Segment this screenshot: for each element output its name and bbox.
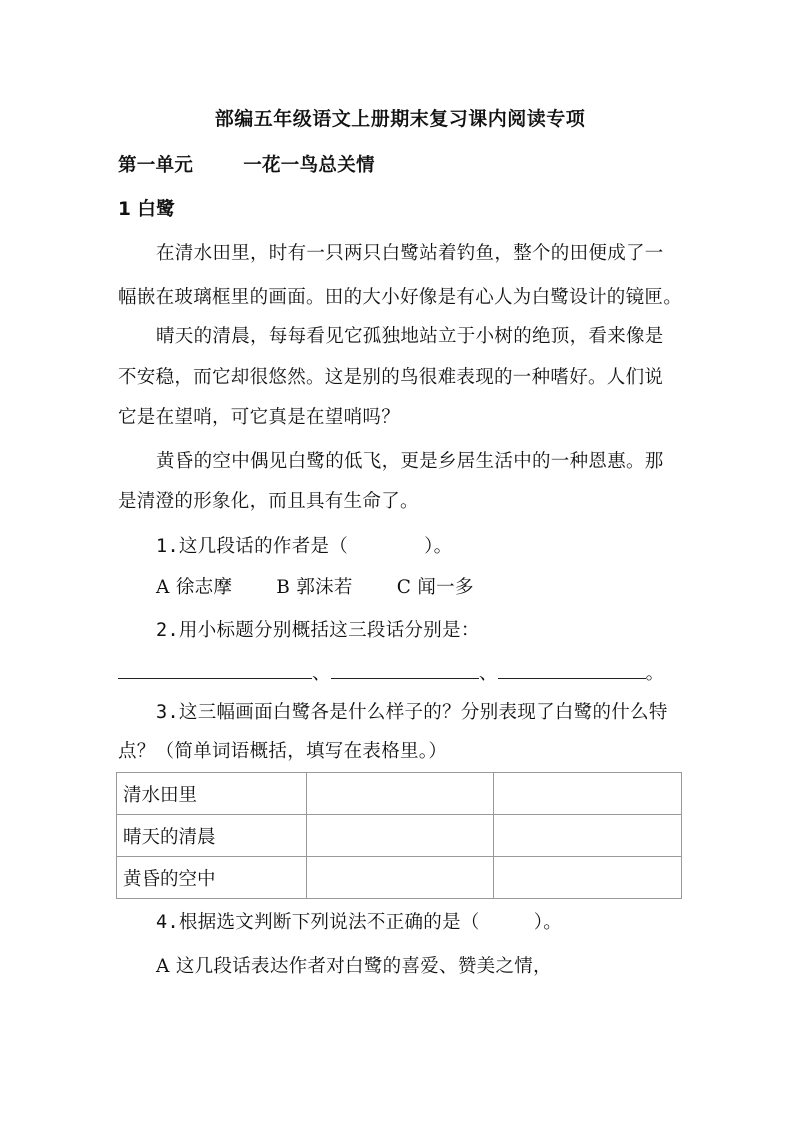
table-row	[117, 773, 682, 815]
question-2-number: 2.	[156, 620, 179, 641]
answer-cell[interactable]	[306, 815, 494, 857]
question-4	[156, 910, 562, 936]
passage-line: 在清水田里，时有一只两只白鹭站着钓鱼，整个的田便成了一	[156, 243, 664, 264]
question-4-number: 4.	[156, 912, 179, 933]
separator: 、	[478, 663, 498, 684]
row-label: 晴天的清晨	[117, 815, 307, 857]
separator: 、	[312, 663, 331, 684]
passage-line: 晴天的清晨，每每看见它孤独地站立于小树的绝顶，看来像是	[156, 326, 664, 347]
lesson-title: 白鹭	[137, 199, 175, 220]
question-1	[156, 534, 452, 560]
answer-cell[interactable]	[494, 857, 682, 899]
unit-theme: 一花一鸟总关情	[243, 155, 375, 176]
question-3-text: 这三幅画面白鹭各是什么样子的？分别表现了白鹭的什么特	[178, 702, 668, 723]
passage-line: 不安稳，而它却很悠然。这是别的鸟很难表现的一种嗜好。人们说	[118, 367, 664, 388]
answer-blank-1[interactable]	[118, 658, 312, 679]
separator: 。	[645, 663, 665, 684]
answer-cell[interactable]	[494, 815, 682, 857]
unit-heading	[118, 153, 375, 179]
question-2-answer-line	[118, 658, 664, 687]
answer-blank-2[interactable]	[331, 658, 479, 679]
question-3	[156, 700, 668, 726]
question-3-text-cont: 点？（简单词语概括，填写在表格里。）	[118, 741, 448, 762]
passage-line: 幅嵌在玻璃框里的画面。田的大小好像是有心人为白鹭设计的镜匣。	[118, 287, 683, 308]
answer-table	[116, 772, 682, 899]
row-label: 清水田里	[117, 773, 307, 815]
question-3-number: 3.	[156, 702, 179, 723]
page-title: 部编五年级语文上册期末复习课内阅读专项	[214, 108, 586, 130]
question-4-option-a[interactable]: A 这几段话表达作者对白鹭的喜爱、赞美之情，	[156, 956, 552, 977]
option-c[interactable]: C 闻一多	[396, 577, 474, 598]
question-1-text: 这几段话的作者是（	[178, 536, 349, 557]
table-row	[117, 857, 682, 899]
passage-line: 它是在望哨，可它真是在望哨吗？	[118, 407, 401, 428]
question-1-text-end: ）。	[424, 536, 453, 557]
answer-cell[interactable]	[306, 857, 494, 899]
question-2	[156, 618, 480, 644]
question-2-text: 用小标题分别概括这三段话分别是：	[178, 620, 480, 641]
lesson-heading	[118, 197, 175, 223]
option-a[interactable]: A 徐志摩	[156, 577, 233, 598]
passage-line: 黄昏的空中偶见白鹭的低飞，更是乡居生活中的一种恩惠。那	[156, 451, 664, 472]
question-4-text-end: ）。	[533, 912, 563, 933]
answer-cell[interactable]	[494, 773, 682, 815]
lesson-number: 1	[118, 199, 132, 220]
answer-cell[interactable]	[306, 773, 494, 815]
passage-line: 是清澄的形象化，而且具有生命了。	[118, 491, 419, 512]
answer-blank-3[interactable]	[498, 658, 646, 679]
option-b[interactable]: B 郭沫若	[276, 577, 353, 598]
row-label: 黄昏的空中	[117, 857, 307, 899]
question-1-options	[156, 575, 474, 601]
unit-label: 第一单元	[118, 155, 194, 176]
question-4-text: 根据选文判断下列说法不正确的是（	[178, 912, 480, 933]
table-row	[117, 815, 682, 857]
question-1-number: 1.	[156, 536, 179, 557]
